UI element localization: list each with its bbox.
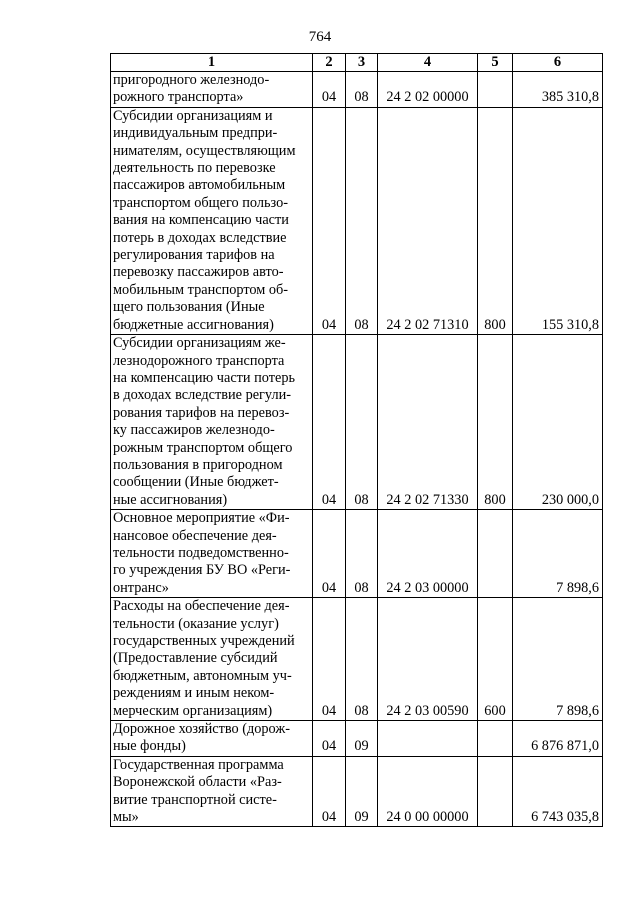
row-name: Субсидии организациям и индивидуальным предпри- нимателям, осуществляющим деятельность по перевозке пассажиров автомобильным транспортом общего пользо- вания на компенсацию части потерь в доходах вследствие регулирования тарифов на перевозку пассажиров авто- мобильным транспортом об- щего пользования (Иные бюджетные ассигнования)	[113, 107, 296, 333]
page-number: 764	[308, 29, 332, 45]
row-section: 04	[313, 510, 346, 598]
row-target-code: 24 2 03 00000	[378, 510, 478, 598]
row-subsection: 08	[346, 335, 378, 510]
row-section: 04	[313, 721, 346, 757]
row-section: 04	[313, 72, 346, 108]
table-row	[111, 72, 603, 108]
row-name: Дорожное хозяйство (дорож- ные фонды)	[113, 721, 290, 755]
header-col-6: 6	[513, 54, 603, 72]
row-subsection: 08	[346, 107, 378, 334]
row-expense-type: 600	[478, 598, 513, 721]
row-expense-type	[478, 510, 513, 598]
table-row	[111, 510, 603, 598]
table-row	[111, 721, 603, 757]
header-col-2: 2	[313, 54, 346, 72]
row-amount: 230 000,0	[513, 335, 603, 510]
row-name-cell	[111, 72, 313, 108]
row-amount: 6 743 035,8	[513, 756, 603, 827]
row-amount: 7 898,6	[513, 510, 603, 598]
budget-table	[110, 53, 603, 827]
row-name: Государственная программа Воронежской области «Раз- витие транспортной систе- мы»	[113, 756, 284, 826]
row-expense-type	[478, 72, 513, 108]
row-target-code: 24 2 02 00000	[378, 72, 478, 108]
row-name: Основное мероприятие «Фи- нансовое обеспечение дея- тельности подведомственно- го учреждения БУ ВО «Реги- онтранс»	[113, 510, 291, 596]
row-target-code: 24 0 00 00000	[378, 756, 478, 827]
row-name: Субсидии организациям же- лезнодорожного транспорта на компенсацию части потерь в доходах вследствие регули- рования тарифов на перевоз- ку пассажиров железнодо- рожным транспортом общего пользования в пригородном сообщении (Иные бюджет- ные ассигнования)	[113, 335, 296, 508]
row-section: 04	[313, 335, 346, 510]
row-amount: 7 898,6	[513, 598, 603, 721]
header-col-5: 5	[478, 54, 513, 72]
header-col-3: 3	[346, 54, 378, 72]
row-section: 04	[313, 598, 346, 721]
row-subsection: 08	[346, 72, 378, 108]
row-expense-type: 800	[478, 335, 513, 510]
row-target-code: 24 2 02 71310	[378, 107, 478, 334]
row-section: 04	[313, 756, 346, 827]
row-target-code: 24 2 02 71330	[378, 335, 478, 510]
row-amount: 385 310,8	[513, 72, 603, 108]
table-row	[111, 335, 603, 510]
row-expense-type	[478, 756, 513, 827]
header-col-1: 1	[111, 54, 313, 72]
header-row	[111, 54, 603, 72]
row-subsection: 09	[346, 721, 378, 757]
row-name: пригородного железнодо- рожного транспорта»	[113, 72, 270, 106]
row-name-cell	[111, 598, 313, 721]
table-row	[111, 107, 603, 334]
row-name-cell	[111, 510, 313, 598]
row-target-code: 24 2 03 00590	[378, 598, 478, 721]
row-name-cell	[111, 335, 313, 510]
header-col-4: 4	[378, 54, 478, 72]
row-section: 04	[313, 107, 346, 334]
row-name: Расходы на обеспечение дея- тельности (оказание услуг) государственных учреждений (Предоставление субсидий бюджетным, автономным уч- реждениям и иным неком- мерческим организациям)	[113, 598, 295, 719]
table-row	[111, 598, 603, 721]
row-name-cell	[111, 756, 313, 827]
row-subsection: 08	[346, 510, 378, 598]
row-name-cell	[111, 107, 313, 334]
row-name-cell	[111, 721, 313, 757]
row-amount: 155 310,8	[513, 107, 603, 334]
table-row	[111, 756, 603, 827]
row-expense-type: 800	[478, 107, 513, 334]
row-amount: 6 876 871,0	[513, 721, 603, 757]
row-subsection: 09	[346, 756, 378, 827]
row-subsection: 08	[346, 598, 378, 721]
row-expense-type	[478, 721, 513, 757]
row-target-code	[378, 721, 478, 757]
